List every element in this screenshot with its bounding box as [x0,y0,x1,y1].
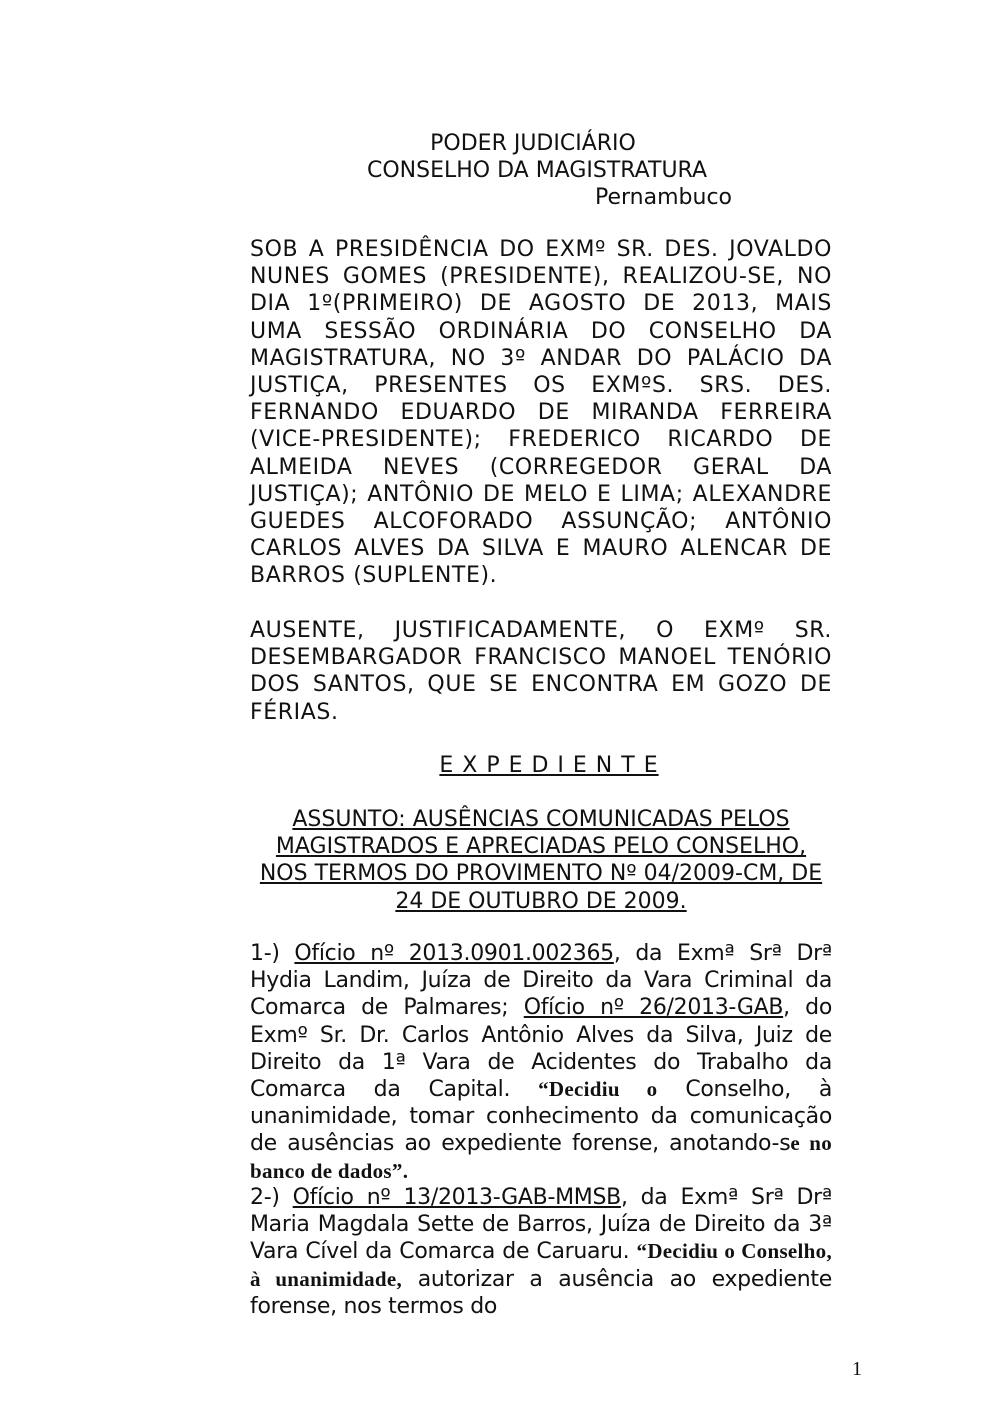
header-line-council: CONSELHO DA MAGISTRATURA [366,158,707,183]
item-reference: Ofício nº 2013.0901.002365 [294,941,614,966]
item-reference: Ofício nº 13/2013-GAB-MMSB [292,1185,621,1210]
item-decision-bold: e no banco de dados”. [250,1131,832,1183]
subject-heading: ASSUNTO: AUSÊNCIAS COMUNICADAS PELOS MAGISTRADOS E APRECIADAS PELO CONSELHO, NOS TERMOS DO PROVIMENTO Nº 04/2009-CM, DE 24 DE OUTUBRO DE 2009. [259,807,823,914]
item-decision-text: autorizar a ausência ao expediente forense, nos termos do [250,1266,832,1319]
absent-paragraph: AUSENTE, JUSTIFICADAMENTE, O EXMº SR. DESEMBARGADOR FRANCISCO MANOEL TENÓRIO DOS SANTOS, QUE SE ENCONTRA EM GOZO DE FÉRIAS. [250,618,832,725]
document-header [250,130,832,211]
section-title-text: E X P E D I E N T E [439,753,659,778]
item-text: , da Exmª Srª Drª Hydia Landim, Juíza de Direito da Vara Criminal da Comarca de Palmares; [250,941,832,1021]
header-line-state: Pernambuco [595,185,732,210]
header-line-judiciary: PODER JUDICIÁRIO [430,131,636,156]
agenda-item [250,940,832,1185]
agenda-item [250,1184,832,1320]
item-decision-bold: “Decidiu o Conselho, à unanimidade, [250,1239,832,1291]
item-decision-bold: “Decidiu o [538,1077,658,1102]
item-decision-text: Conselho, à unanimidade, tomar conhecimento da comunicação de ausências ao expediente forense, anotando-s [250,1077,833,1157]
item-text: , do Exmº Sr. Dr. Carlos Antônio Alves da Silva, Juiz de Direito da 1ª Vara de Acidentes do Trabalho da Comarca da Capital. [250,995,833,1103]
item-reference: Ofício nº 26/2013-GAB [523,995,784,1021]
item-text: , da Exmª Srª Drª Maria Magdala Sette de Barros, Juíza de Direito da 3ª Vara Cível da Comarca de Caruaru. [250,1185,832,1265]
page-number: 1 [852,1358,862,1380]
section-title [250,752,832,779]
opening-paragraph: SOB A PRESIDÊNCIA DO EXMº SR. DES. JOVALDO NUNES GOMES (PRESIDENTE), REALIZOU-SE, NO DIA 1º(PRIMEIRO) DE AGOSTO DE 2013, MAIS UMA SESSÃO ORDINÁRIA DO CONSELHO DA MAGISTRATURA, NO 3º ANDAR DO PALÁCIO DA JUSTIÇA, PRESENTES OS EXMºS. SRS. DES. FERNANDO EDUARDO DE MIRANDA FERREIRA (VICE-PRESIDENTE); FREDERICO RICARDO DE ALMEIDA NEVES (CORREGEDOR GERAL DA JUSTIÇA); ANTÔNIO DE MELO E LIMA; ALEXANDRE GUEDES ALCOFORADO ASSUNÇÃO; ANTÔNIO CARLOS ALVES DA SILVA E MAURO ALENCAR DE BARROS (SUPLENTE). [250,237,832,589]
item-number: 2-) [250,1185,280,1210]
item-number: 1-) [250,941,280,966]
